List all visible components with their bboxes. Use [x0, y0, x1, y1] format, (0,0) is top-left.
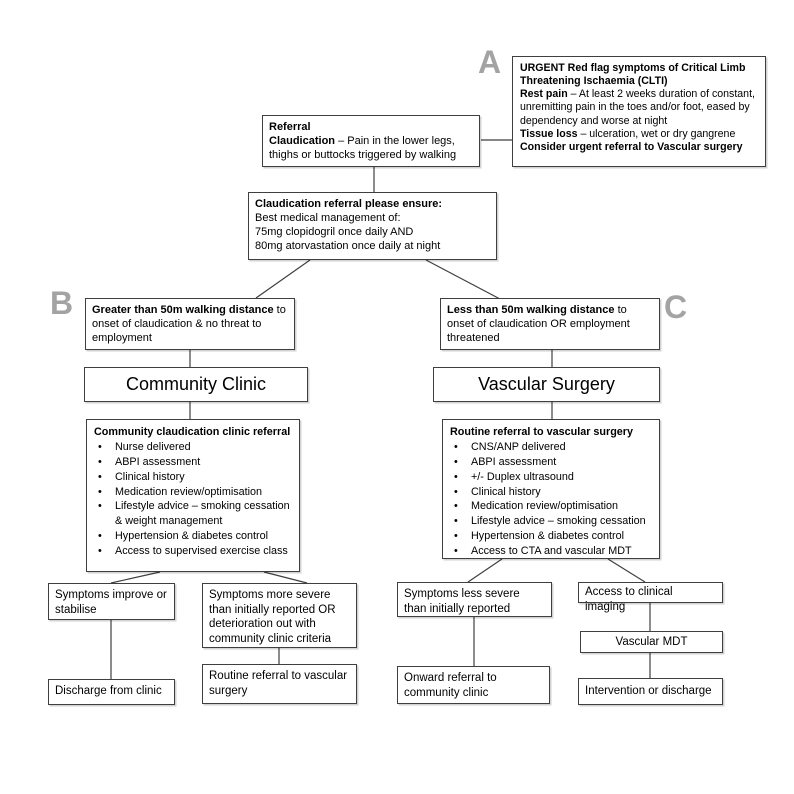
list-item: • Access to supervised exercise class: [94, 544, 292, 559]
greater-than-50m-box: Greater than 50m walking distance to onset of claudication & no threat to employment: [85, 298, 295, 350]
list-item: • Lifestyle advice – smoking cessation & weight management: [94, 499, 292, 529]
list-item: • Hypertension & diabetes control: [94, 529, 292, 544]
section-label-a: A: [478, 44, 502, 80]
claudication-ensure-box: [248, 192, 497, 260]
vascular-referral-list-title: Routine referral to vascular surgery: [450, 426, 634, 438]
bullet-icon: •: [98, 455, 102, 468]
list-item: • ABPI assessment: [94, 455, 292, 470]
bullet-icon: •: [454, 470, 458, 483]
urgent-tissue-loss: Tissue loss – ulceration, wet or dry gangrene: [520, 127, 736, 140]
list-item: • Clinical history: [450, 485, 652, 500]
vascular-surgery-box: Vascular Surgery: [433, 367, 660, 402]
access-clinical-imaging-box: Access to clinical imaging: [578, 582, 723, 603]
bullet-icon: •: [98, 545, 102, 558]
urgent-consider: Consider urgent referral to Vascular surgery: [520, 140, 743, 153]
list-item: • ABPI assessment: [450, 455, 652, 470]
section-label-c: C: [664, 289, 688, 325]
list-item: • Clinical history: [94, 470, 292, 485]
community-referral-list-box: [86, 419, 300, 572]
onward-referral-community-box: Onward referral to community clinic: [397, 666, 550, 704]
vascular-referral-list-box: [442, 419, 660, 559]
routine-referral-vascular-box: Routine referral to vascular surgery: [202, 664, 357, 704]
list-item: • Hypertension & diabetes control: [450, 529, 652, 544]
list-item: • Lifestyle advice – smoking cessation: [450, 514, 652, 529]
bullet-icon: •: [454, 530, 458, 543]
referral-text: Claudication – Pain in the lower legs, thighs or buttocks triggered by walking: [269, 135, 457, 162]
bullet-icon: •: [98, 485, 102, 498]
bullet-icon: •: [454, 455, 458, 468]
intervention-or-discharge-box: Intervention or discharge: [578, 678, 723, 705]
list-item: • +/- Duplex ultrasound: [450, 470, 652, 485]
community-clinic-box: Community Clinic: [84, 367, 308, 402]
bullet-icon: •: [454, 545, 458, 558]
symptoms-less-severe-box: Symptoms less severe than initially reported: [397, 582, 552, 617]
claudication-ensure-title: Claudication referral please ensure:: [255, 198, 443, 210]
bullet-icon: •: [98, 470, 102, 483]
symptoms-improve-box: Symptoms improve or stabilise: [48, 583, 175, 620]
referral-box: [262, 115, 480, 167]
claudication-ensure-line: 80mg atorvastation once daily at night: [255, 240, 441, 253]
bullet-icon: •: [98, 500, 102, 513]
bullet-icon: •: [454, 485, 458, 498]
bullet-icon: •: [98, 530, 102, 543]
bullet-icon: •: [454, 440, 458, 453]
urgent-rest-pain: Rest pain – At least 2 weeks duration of constant, unremitting pain in the toes and/or foot, eased by dependency and worse at night: [520, 88, 755, 127]
urgent-title: URGENT Red flag symptoms of Critical Limb Threatening Ischaemia (CLTI): [520, 62, 746, 88]
symptoms-more-severe-box: Symptoms more severe than initially reported OR deterioration out with community clinic criteria: [202, 583, 357, 648]
claudication-ensure-line: 75mg clopidogril once daily AND: [255, 226, 414, 239]
discharge-from-clinic-box: Discharge from clinic: [48, 679, 175, 705]
list-item: • Access to CTA and vascular MDT: [450, 544, 652, 559]
list-item: • Medication review/optimisation: [94, 485, 292, 500]
bullet-icon: •: [98, 440, 102, 453]
vascular-mdt-box: Vascular MDT: [580, 631, 723, 653]
section-label-b: B: [50, 285, 74, 321]
bullet-icon: •: [454, 500, 458, 513]
bullet-icon: •: [454, 515, 458, 528]
list-item: • CNS/ANP delivered: [450, 440, 652, 455]
claudication-ensure-line: Best medical management of:: [255, 212, 401, 225]
referral-title: Referral: [269, 121, 311, 133]
community-referral-list-title: Community claudication clinic referral: [94, 426, 291, 438]
list-item: • Medication review/optimisation: [450, 499, 652, 514]
urgent-red-flag-box: [512, 56, 766, 167]
list-item: • Nurse delivered: [94, 440, 292, 455]
less-than-50m-box: Less than 50m walking distance to onset of claudication OR employment threatened: [440, 298, 660, 350]
